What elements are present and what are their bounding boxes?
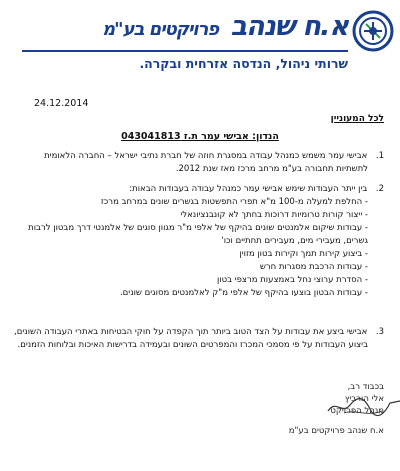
- subject-line: הנדון: אבישי עמר ת.ז 043041813: [121, 131, 279, 142]
- list-item: - עבודות שיקום אלמנטים שונים בהיקף של אלפי מ"ר מגוון סוגים של אלמנטי דרך מבטון לרבות: [28, 223, 368, 233]
- signature-company: א.ח שנהב פרויקטים בע"מ: [288, 426, 384, 436]
- list-item: - ביצוע קירות תמך וקירות בטון מזוין: [239, 249, 368, 259]
- list-item: - ייצור קורות טרומיות דרוכות בחתך לא קונבנציונאלי: [180, 210, 368, 220]
- list-item: גשרים, מעבירי מים, מעבירים תחתיים וכו': [221, 236, 368, 246]
- company-logo-icon: [352, 10, 394, 52]
- paragraph-1-line-2: לתשתיות תחבורה בע"מ מרחב מרכז מאז שנת 2012.: [175, 164, 368, 174]
- signature-name: אלי הורביץ: [344, 394, 384, 404]
- list-item: - עבודות הבטון בוצעו בהיקף של אלפי מ"ק לאלמנטים מסוגים שונים.: [119, 288, 368, 298]
- paragraph-2-number: 2.: [375, 184, 384, 194]
- signature-closing: בכבוד רב,: [347, 382, 384, 392]
- paragraph-2: [14, 183, 384, 300]
- paragraph-1: [14, 150, 384, 176]
- recipient-line: לכל המעוניין: [330, 114, 384, 124]
- company-name-suffix: פרויקטים בע"מ: [102, 19, 219, 40]
- letterhead: [0, 0, 400, 84]
- paragraph-1-number: 1.: [375, 151, 384, 161]
- paragraph-3-line-2: ביצוע העבודות על פי מסמכי המכרז והמפרטים השונים ובעמידה בדרישות האיכות ובלוחות הזמנים.: [17, 340, 368, 350]
- letterhead-rule: [22, 50, 348, 52]
- paragraph-2-intro: בין ייתר העבודות שימש אבישי עמר כמנהל עבודה בעבודות הבאות:: [129, 184, 368, 194]
- paragraph-3-number: 3.: [375, 327, 384, 337]
- company-tagline: שרותי ניהול, הנדסה אזרחית ובקרה.: [139, 56, 348, 71]
- document-date: 24.12.2014: [34, 98, 89, 109]
- handwritten-signature-icon: [324, 393, 400, 419]
- company-name-main: א.ח שנהב: [230, 11, 348, 42]
- paragraph-3-line-1: אבישי ביצע את עבודות על הצד הטוב ביותר תוך הקפדה על חוקי הבטיחות באתרי העבודה השונים,: [14, 327, 368, 337]
- list-item: - עבודות הרכבת מסגרות חרש: [259, 262, 368, 272]
- company-name: [102, 12, 348, 45]
- paragraph-3: [14, 326, 384, 352]
- paragraph-1-line-1: אבישי עמר משמש כמנהל עבודה במסגרת חוזה של חברת נתיבי ישראל – החברה הלאומית: [44, 151, 368, 161]
- list-item: - הסדרת ערוצי נחל באמצעות מרצפי בטון: [216, 275, 368, 285]
- signature-title: מנהל הפרויקט: [330, 406, 384, 416]
- list-item: - החלפת למעלה מ-100 מ"א תפרי התפשטות בגשרים שונים במרחב מרכז: [100, 197, 368, 207]
